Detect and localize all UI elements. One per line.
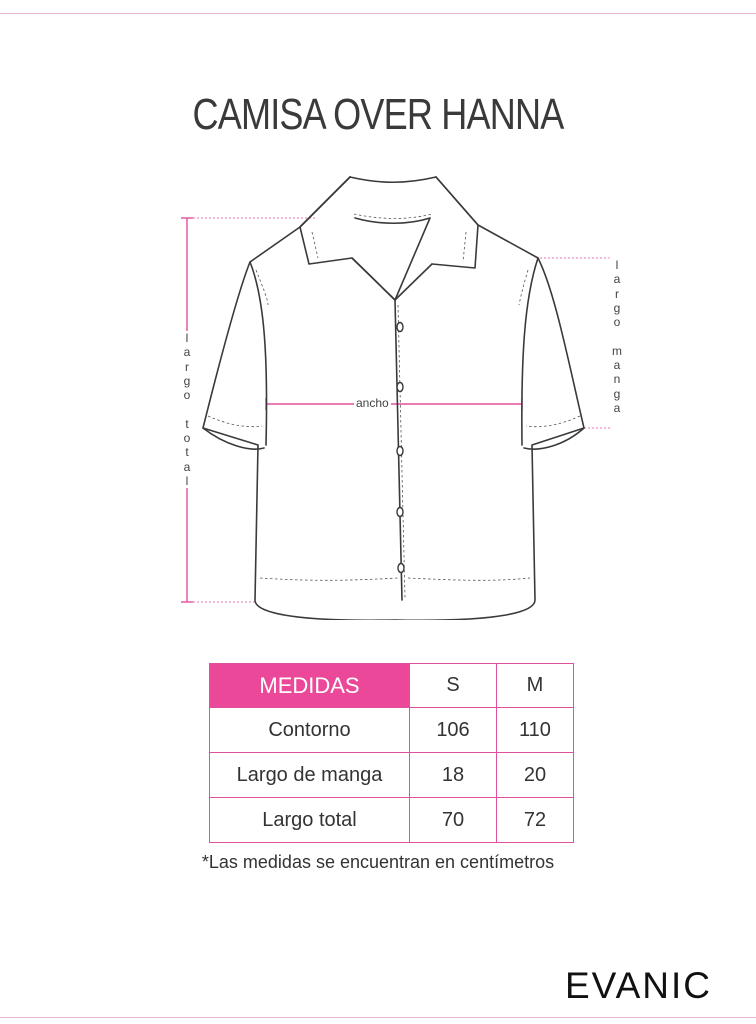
row-label: Largo total bbox=[210, 798, 410, 843]
largo-manga-label: l a r g o m a n g a bbox=[609, 258, 625, 415]
header-size-m: M bbox=[497, 664, 574, 708]
row-value-m: 20 bbox=[497, 753, 574, 798]
shirt-diagram bbox=[0, 160, 756, 620]
row-label: Largo de manga bbox=[210, 753, 410, 798]
row-value-s: 70 bbox=[410, 798, 497, 843]
top-rule bbox=[0, 13, 756, 14]
row-label: Contorno bbox=[210, 708, 410, 753]
header-size-s: S bbox=[410, 664, 497, 708]
button-3 bbox=[397, 447, 403, 456]
shirt-outline bbox=[203, 177, 584, 620]
row-value-s: 18 bbox=[410, 753, 497, 798]
button-5 bbox=[398, 564, 404, 573]
table-row bbox=[210, 753, 574, 798]
row-value-m: 110 bbox=[497, 708, 574, 753]
row-value-m: 72 bbox=[497, 798, 574, 843]
units-note: *Las medidas se encuentran en centímetros bbox=[201, 852, 555, 872]
table-row bbox=[210, 708, 574, 753]
largo-total-label: l a r g o t o t a l bbox=[179, 331, 195, 488]
bottom-rule bbox=[0, 1017, 756, 1018]
table-row bbox=[210, 798, 574, 843]
row-value-s: 106 bbox=[410, 708, 497, 753]
stitching bbox=[208, 214, 580, 598]
button-1 bbox=[397, 323, 403, 332]
brand-logo: EVANIC bbox=[564, 965, 712, 1006]
size-table bbox=[209, 663, 574, 843]
button-2 bbox=[397, 383, 403, 392]
page-title: CAMISA OVER HANNA bbox=[192, 90, 564, 139]
button-4 bbox=[397, 508, 403, 517]
header-medidas: MEDIDAS bbox=[210, 664, 410, 708]
ancho-label: ancho bbox=[356, 396, 389, 410]
size-table-header-row bbox=[210, 664, 574, 708]
